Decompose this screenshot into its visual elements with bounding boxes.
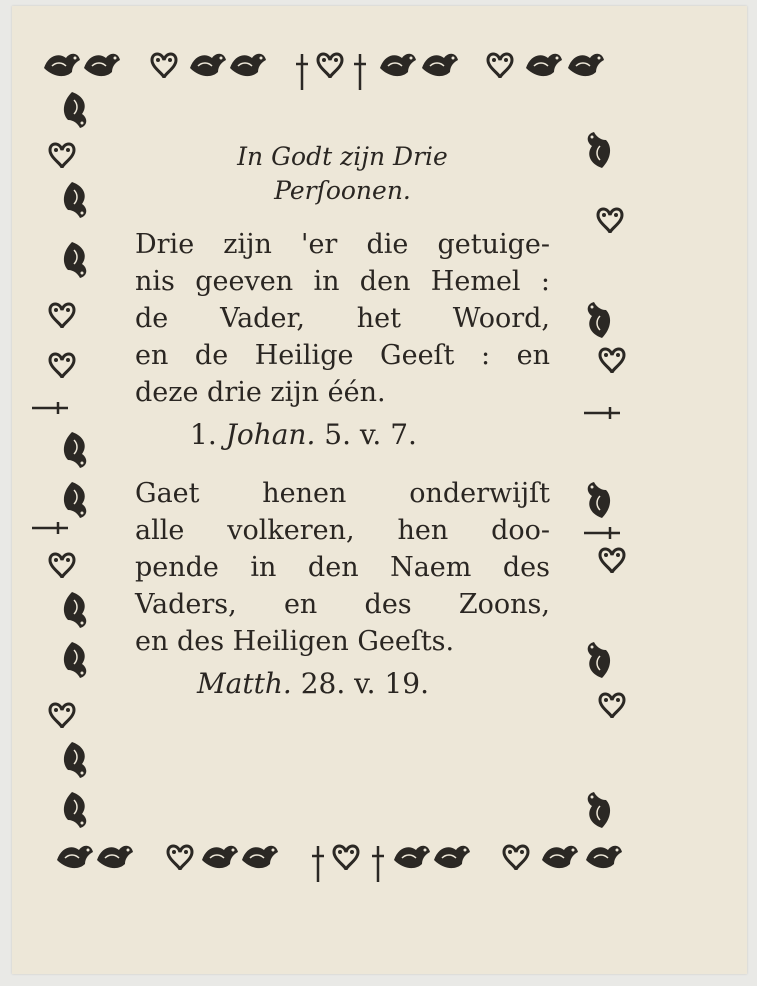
ref-book: Johan.: [225, 418, 316, 451]
verse-line: en de Heilige Geeſt : en: [135, 340, 550, 371]
top-border: [44, 54, 604, 90]
left-border: [32, 92, 86, 828]
title: [135, 140, 550, 208]
verse-line: de Vader, het Woord,: [135, 303, 550, 334]
verse-2: [135, 475, 550, 660]
title-line-1: In Godt zijn Drie: [237, 142, 448, 171]
right-border: [584, 132, 624, 828]
verse-line: Vaders, en des Zoons,: [135, 589, 550, 620]
cross-ornament-icon: [296, 54, 308, 90]
verse-line: pende in den Naem des: [135, 552, 550, 583]
verse-line: nis geeven in den Hemel :: [135, 266, 550, 297]
verse-line: Gaet henen onderwijſt: [135, 478, 550, 509]
ref-chapter-verse: 28. v. 19.: [300, 667, 429, 700]
ref-book: Matth.: [197, 667, 292, 700]
cross-ornament-icon: [354, 54, 366, 90]
title-line-2: Perſoonen.: [274, 176, 411, 205]
cross-ornament-icon: [372, 846, 384, 882]
verse-1: [135, 226, 550, 411]
cross-ornament-icon: [312, 846, 324, 882]
scripture-reference-1: [135, 415, 550, 455]
scripture-reference-2: [135, 664, 550, 704]
verse-line: en des Heiligen Geeſts.: [135, 626, 455, 657]
verse-line: deze drie zijn één.: [135, 377, 386, 408]
verse-line: alle volkeren, hen doo-: [135, 515, 550, 546]
ref-chapter-verse: 5. v. 7.: [324, 418, 417, 451]
verse-line: Drie zijn 'er die getuige-: [135, 229, 550, 260]
text-block: [135, 140, 550, 724]
bottom-border: [57, 846, 622, 882]
ref-number: 1.: [190, 418, 217, 451]
